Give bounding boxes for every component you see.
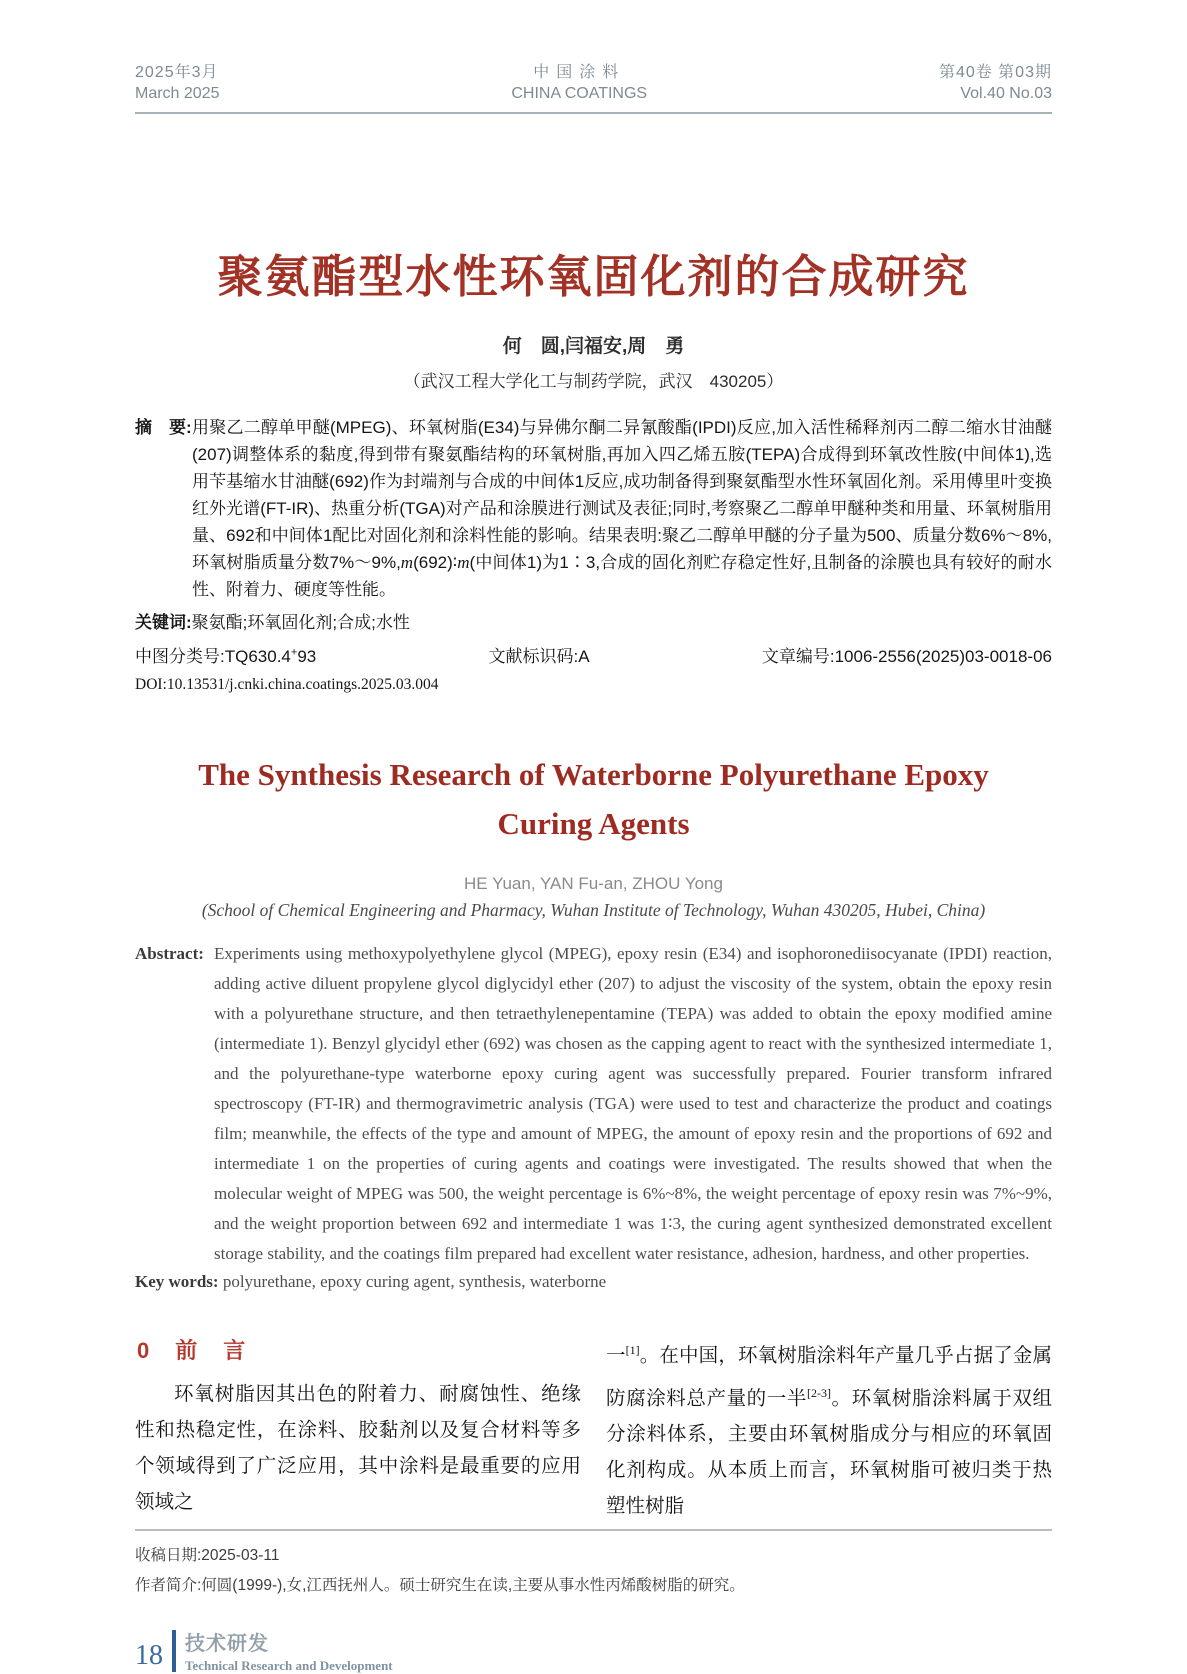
author-bio: 作者简介:何圆(1999-),女,江西抚州人。硕士研究生在读,主要从事水性丙烯酸树脂的研究。 — [135, 1577, 745, 1594]
intro-right-text-3: 。环氧树脂涂料属于双组分涂料体系，主要由环氧树脂成分与相应的环氧固化剂构成。从本质上而言，环氧树脂可被归类于热塑性树脂 — [606, 1388, 1052, 1517]
abstract-cn-text-1: 用聚乙二醇单甲醚(MPEG)、环氧树脂(E34)与异佛尔酮二异氰酸酯(IPDI)反应,加入活性稀释剂丙二醇二缩水甘油醚(207)调整体系的黏度,得到带有聚氨酯结构的环氧树脂,再加入四乙烯五胺(TEPA)合成得到环氧改性胺(中间体1),选用苄基缩水甘油醚(692)作为封端剂与合成的中间体1反应,成功制备得到聚氨酯型水性环氧固化剂。采用傅里叶变换红外光谱(FT-IR)、热重分析(TGA)对产品和涂膜进行测试及表征;同时,考察聚乙二醇单甲醚种类和用量、环氧树脂用量、692和中间体1配比对固化剂和涂料性能的影响。结果表明:聚乙二醇单甲醚的分子量为500、质量分数6%～8%,环氧树脂质量分数7%～9%, — [192, 418, 1052, 572]
abstract-en-text: Experiments using methoxypolyethylene glycol (MPEG), epoxy resin (E34) and isophoronediisocyanate (IPDI) reaction, adding active diluent propylene glycol diglycidyl ether (207) to adjust the viscosity of the system, obtain the epoxy resin with a polyurethane structure, and then tetraethylenepentamine (TEPA) was added to obtain the epoxy modified amine (intermediate 1). Benzyl glycidyl ether (692) was chosen as the capping agent to react with the synthesized intermediate 1, and the polyurethane-type waterborne epoxy curing agent was successfully prepared. Fourier transform infrared spectroscopy (FT-IR) and thermogravimetric analysis (TGA) were used to test and characterize the product and coatings film; meanwhile, the effects of the type and amount of MPEG, the amount of epoxy resin and the proportions of 692 and intermediate 1 on the properties of curing agents and coatings were investigated. The results showed that when the molecular weight of MPEG was 500, the weight percentage is 6%~8%, the weight percentage of epoxy resin was 7%~9%, and the weight proportion between 692 and intermediate 1 was 1∶3, the curing agent synthesized demonstrated excellent storage stability, and the coatings film prepared had excellent water resistance, adhesion, hardness, and other properties. — [214, 944, 1052, 1263]
affiliation-cn: （武汉工程大学化工与制药学院，武汉 430205） — [403, 372, 784, 391]
doi: DOI:10.13531/j.cnki.china.coatings.2025.03.004 — [135, 676, 439, 693]
intro-right-text-2: 。在中国，环氧树脂涂料年产量几乎占据了金属防腐涂料总产量的一半 — [606, 1345, 1052, 1409]
abstract-cn-text-3: (中间体1)为1∶3,合成的固化剂贮存稳定性好,且制备的涂膜也具有较好的耐水性、附着力、硬度等性能。 — [192, 553, 1052, 599]
footnotes — [135, 1541, 1052, 1601]
article-id: 文章编号:1006-2556(2025)03-0018-06 — [761, 647, 1052, 666]
abstract-cn-var-m1: m — [400, 553, 414, 572]
clc-number — [135, 642, 316, 667]
header-issue-en: Vol.40 No.03 — [960, 85, 1052, 102]
keywords-en — [135, 1272, 1052, 1292]
abstract-cn — [135, 414, 1052, 603]
clc-number-sup: + — [290, 646, 298, 659]
abstract-cn-text-2: (692)∶ — [413, 553, 458, 572]
intro-paragraph-right — [606, 1332, 1052, 1525]
abstract-en — [135, 939, 1052, 1269]
journal-page — [135, 0, 1052, 1674]
article-title-en-line1: The Synthesis Research of Waterborne Polyurethane Epoxy — [198, 757, 989, 792]
authors-en: HE Yuan, YAN Fu-an, ZHOU Yong — [464, 874, 723, 893]
article-meta-row — [135, 642, 1052, 667]
header-issue — [939, 62, 1052, 104]
intro-paragraph-left: 环氧树脂因其出色的附着力、耐腐蚀性、绝缘性和热稳定性，在涂料、胶黏剂以及复合材料等多个领域得到了广泛应用，其中涂料是最重要的应用领域之 — [135, 1384, 581, 1513]
journal-header — [135, 62, 1052, 114]
header-date-cn: 2025年3月 — [135, 64, 219, 81]
affiliation-en: (School of Chemical Engineering and Pharmacy, Wuhan Institute of Technology, Wuhan 430205, Hubei, China) — [201, 900, 986, 920]
clc-number-post: 93 — [297, 647, 317, 666]
article-title-cn: 聚氨酯型水性环氧固化剂的合成研究 — [217, 251, 970, 302]
clc-number-pre: 中图分类号:TQ630.4 — [135, 647, 291, 666]
page-footer — [135, 1627, 1052, 1674]
footer-divider-bar — [172, 1630, 176, 1672]
journal-name-cn: 中国涂料 — [533, 64, 626, 81]
abstract-en-label: Abstract: — [135, 944, 204, 963]
abstract-cn-label: 摘 要: — [135, 418, 192, 437]
column-title — [185, 1627, 393, 1674]
document-code: 文献标识码:A — [488, 647, 590, 666]
header-journal-name — [511, 62, 647, 104]
header-date — [135, 62, 220, 104]
keywords-cn — [135, 608, 1052, 633]
header-issue-cn: 第40卷 第03期 — [938, 64, 1052, 81]
keywords-en-label: Key words: — [135, 1272, 219, 1291]
intro-right-text-1: 一 — [606, 1345, 626, 1367]
received-date: 收稿日期:2025-03-11 — [135, 1547, 280, 1564]
authors-cn: 何 圆,闫福安,周 勇 — [502, 336, 685, 357]
footnote-divider — [135, 1529, 1052, 1531]
body-column-left — [135, 1332, 581, 1525]
keywords-cn-label: 关键词: — [135, 613, 192, 632]
section-heading-intro: 0 前 言 — [137, 1338, 248, 1363]
keywords-en-text: polyurethane, epoxy curing agent, synthesis, waterborne — [222, 1272, 607, 1291]
column-title-en: Technical Research and Development — [185, 1658, 393, 1673]
keywords-cn-text: 聚氨酯;环氧固化剂;合成;水性 — [191, 613, 410, 632]
citation-ref-1: [1] — [625, 1343, 640, 1357]
body-columns — [135, 1332, 1052, 1525]
article-title-en-line2: Curing Agents — [497, 806, 690, 841]
header-date-en: March 2025 — [135, 85, 220, 102]
column-title-cn: 技术研发 — [185, 1633, 269, 1655]
body-column-right — [606, 1332, 1052, 1525]
page-number: 18 — [135, 1639, 163, 1671]
citation-ref-2-3: [2-3] — [806, 1385, 831, 1400]
article-title-en — [135, 750, 1052, 848]
abstract-cn-var-m2: m — [457, 553, 470, 572]
journal-name-en: CHINA COATINGS — [511, 85, 648, 102]
